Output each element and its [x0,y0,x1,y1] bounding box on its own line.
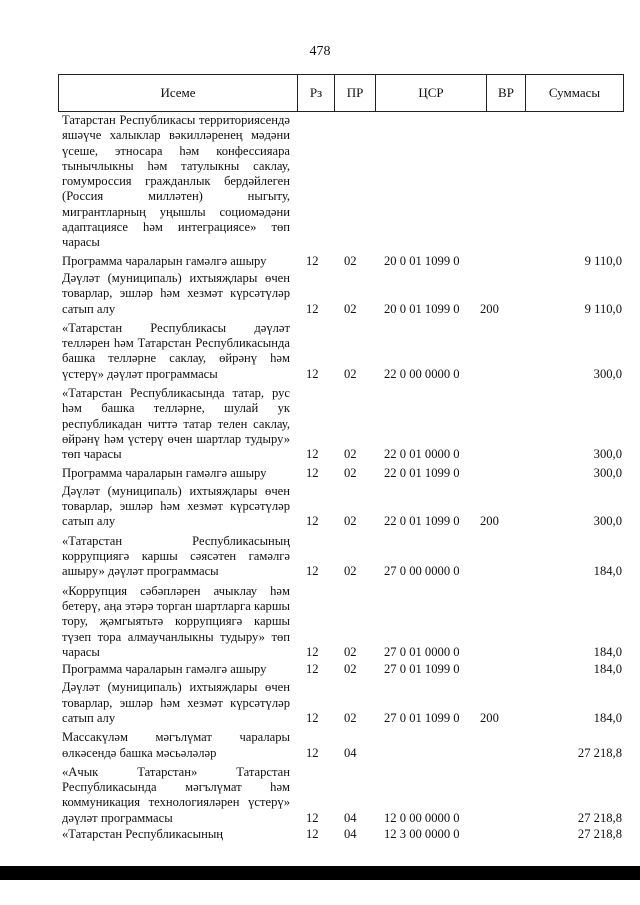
table-row [62,386,622,462]
row-pr: 02 [344,253,357,268]
row-sum: 9 110,0 [584,301,622,316]
row-sum: 300,0 [593,366,622,381]
row-sum: 184,0 [593,644,622,659]
table-row [62,534,622,580]
row-csr: 27 0 01 1099 0 [384,710,460,725]
row-sum: 184,0 [593,564,622,579]
row-sum: 9 110,0 [584,253,622,268]
row-rz: 12 [306,710,319,725]
row-rz: 12 [306,447,319,462]
table-row [62,662,622,677]
header-csr: ЦСР [376,75,487,111]
row-rz: 12 [306,465,319,480]
scan-edge-bar [0,866,640,880]
row-name: Массакүләм мәгълүмат чаралары өлкәсендә башка мәсьәләләр [62,730,290,760]
row-name: Программа чараларын гамәлгә ашыру [62,465,267,480]
row-csr: 22 0 00 0000 0 [384,366,460,381]
header-vr: ВР [487,75,526,111]
row-name: «Татарстан Республикасының коррупциягә каршы сәясәтен гамәлгә ашыру» дәүләт программасы [62,533,290,579]
header-pr: ПР [335,75,376,111]
table-row [62,466,622,481]
row-sum: 27 218,8 [577,810,622,825]
row-sum: 300,0 [593,465,622,480]
row-sum: 184,0 [593,662,622,677]
page-number: 478 [309,44,331,59]
row-rz: 12 [306,564,319,579]
table-row [62,765,622,826]
table-row [62,254,622,269]
table-row [62,484,622,530]
row-pr: 02 [344,366,357,381]
row-name: «Татарстан Республикасы дәүләт телләрен һәм Татарстан Республикасында башка телләрне саклау, өйрәнү һәм үстерү» дәүләт программасы [62,320,290,381]
table-row [62,271,622,317]
row-csr: 22 0 01 0000 0 [384,447,460,462]
row-pr: 02 [344,447,357,462]
row-pr: 02 [344,662,357,677]
row-name: Дәүләт (муниципаль) ихтыяҗлары өчен товарлар, эшләр һәм хезмәт күрсәтүләр сатып алу [62,483,290,529]
row-name: Дәүләт (муниципаль) ихтыяҗлары өчен товарлар, эшләр һәм хезмәт күрсәтүләр сатып алу [62,680,290,725]
row-rz: 12 [306,827,319,842]
row-sum: 184,0 [593,710,622,725]
row-pr: 02 [344,514,357,529]
row-vr: 200 [480,301,499,316]
table-row [62,584,622,660]
table-row [62,113,622,251]
table-row [62,321,622,382]
row-pr: 02 [344,644,357,659]
row-csr: 27 0 00 0000 0 [384,564,460,579]
row-rz: 12 [306,301,319,316]
row-name: «Татарстан Республикасында татар, рус һәм башка телләрне, шулай ук республикадан читтә татар телен саклау, өйрәнү һәм үстерү өчен шартлар тудыру» төп чарасы [62,386,290,462]
row-sum: 27 218,8 [577,745,622,760]
row-pr: 04 [344,745,357,760]
row-name: Татарстан Республикасы территориясендә яшәүче халыклар вәкилләренең мәдәни үсеше, этносара һәм конфессияара тынычлыкны һәм татулыкны саклау, гомумроссия гражданлык бердәйлеген (Россия милләтен) ныгыту, мигрантларның уңышлы социомәдәни адаптациясе һәм интеграциясе» төп чарасы [62,113,290,250]
row-name: Программа чараларын гамәлгә ашыру [62,253,267,268]
row-sum: 300,0 [593,447,622,462]
table-row [62,827,622,842]
row-rz: 12 [306,366,319,381]
row-csr: 20 0 01 1099 0 [384,253,460,268]
row-rz: 12 [306,514,319,529]
row-pr: 02 [344,301,357,316]
table-header [58,74,624,112]
header-name: Исеме [59,75,298,111]
row-rz: 12 [306,745,319,760]
row-pr: 02 [344,465,357,480]
row-sum: 300,0 [593,514,622,529]
table-row [62,680,622,726]
row-name: «Татарстан Республикасының [62,827,224,842]
row-rz: 12 [306,810,319,825]
row-vr: 200 [480,514,499,529]
row-csr: 12 3 00 0000 0 [384,827,460,842]
row-rz: 12 [306,662,319,677]
row-pr: 02 [344,710,357,725]
row-csr: 27 0 01 1099 0 [384,662,460,677]
header-rz: Рз [298,75,335,111]
row-csr: 12 0 00 0000 0 [384,810,460,825]
row-rz: 12 [306,644,319,659]
row-csr: 22 0 01 1099 0 [384,514,460,529]
row-name: «Ачык Татарстан» Татарстан Республикасында мәгълүмат һәм коммуникация технологияләрен үстерү» дәүләт программасы [62,764,290,825]
row-pr: 02 [344,564,357,579]
table-body [62,113,622,842]
row-pr: 04 [344,810,357,825]
table-row [62,730,622,761]
header-sum: Суммасы [548,85,601,100]
row-pr: 04 [344,827,357,842]
row-name: «Коррупция сәбәпләрен ачыклау һәм бетерү, аңа этәрә торган шартларга каршы тору, җәмгыятьтә коррупциягә каршы түзеп тора алмаучанлыкны тудыру» төп чарасы [62,583,290,659]
row-name: Дәүләт (муниципаль) ихтыяҗлары өчен товарлар, эшләр һәм хезмәт күрсәтүләр сатып алу [62,270,290,316]
row-sum: 27 218,8 [577,827,622,842]
row-csr: 22 0 01 1099 0 [384,465,460,480]
row-rz: 12 [306,253,319,268]
row-name: Программа чараларын гамәлгә ашыру [62,662,267,677]
row-csr: 27 0 01 0000 0 [384,644,460,659]
row-csr: 20 0 01 1099 0 [384,301,460,316]
row-vr: 200 [480,710,499,725]
